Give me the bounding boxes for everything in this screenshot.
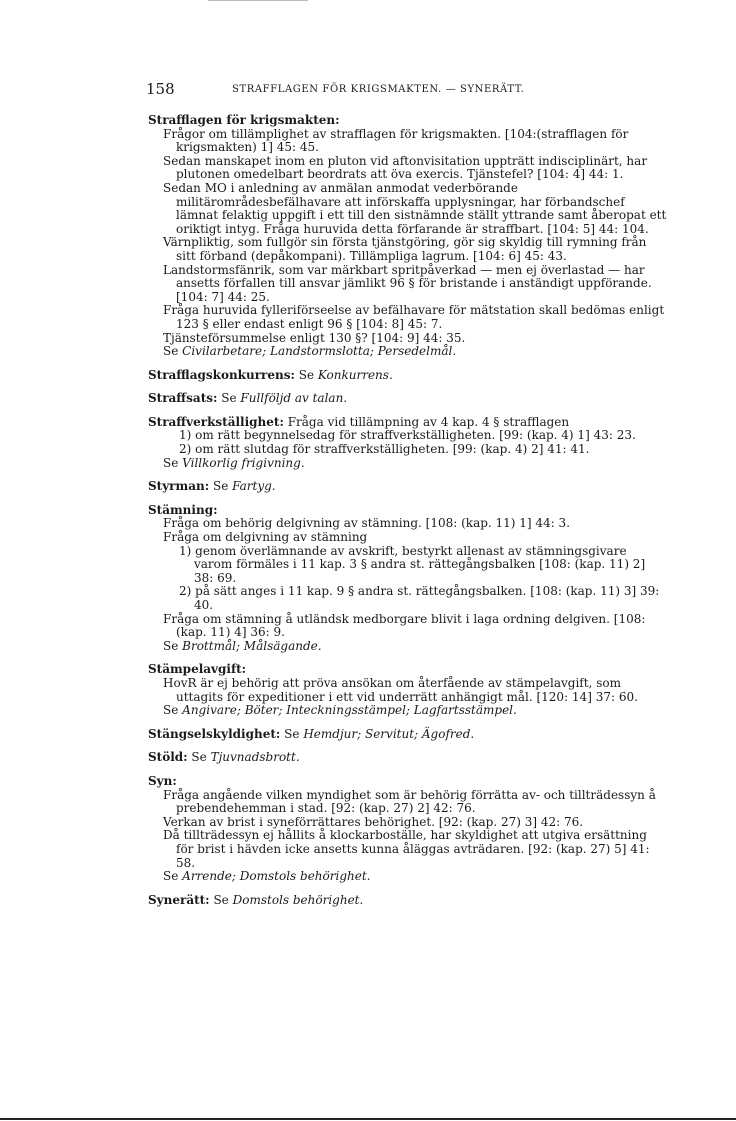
entry-line: Då tillträdessyn ej hållits å klockarboställe, har skyldighet att utgiva ersättning för brist i hävden icke ansetts kunna åläggas avträdaren. [92: (kap. 27) 5] 41: 58. (163, 828, 650, 870)
see-prefix: Se (163, 703, 179, 718)
index-entry-styrman (148, 480, 668, 494)
index-entry-stamning (148, 504, 668, 654)
see-reference (148, 345, 668, 359)
entry-headword: Stämpelavgift: (148, 662, 247, 677)
see-prefix: Se (163, 638, 179, 653)
entry-line: Fråga angående vilken myndighet som är behörig förrätta av- och tillträdessyn å prebendehemman i stad. [92: (kap. 27) 2] 42: 76. (163, 787, 656, 816)
index-entry-strafflagskonkurrens (148, 369, 668, 383)
entry-line: Värnpliktig, som fullgör sin första tjänstgöring, gör sig skyldig till rymning från sitt förband (depåkompani). Tillämpliga lagrum. [104: 6] 45: 43. (163, 235, 647, 263)
entry-subitem: 2) på sätt anges i 11 kap. 9 § andra st. rättegångsbalken. [108: (kap. 11) 3] 39: 40. (179, 584, 660, 612)
running-head: STRAFFLAGEN FÖR KRIGSMAKTEN. — SYNERÄTT. (232, 84, 525, 95)
index-entry-stold (148, 751, 668, 765)
index-content (148, 114, 668, 917)
see-target: Konkurrens. (317, 367, 393, 382)
index-entry-straffsats (148, 392, 668, 406)
entry-headword: Styrman: (148, 479, 210, 494)
see-reference (148, 704, 668, 718)
entry-headword: Strafflagskonkurrens: (148, 367, 295, 382)
entry-subitem: 1) om rätt begynnelsedag för straffverkställigheten. [99: (kap. 4) 1] 43: 23. (179, 428, 636, 443)
see-target: Hemdjur; Servitut; Ägofred. (303, 726, 475, 741)
see-prefix: Se (221, 391, 237, 406)
index-entry-syn (148, 775, 668, 884)
see-target: Civilarbetare; Landstormslotta; Persedelmål. (182, 344, 457, 359)
see-prefix: Se (163, 344, 179, 359)
entry-line: Verkan av brist i syneförrättares behörighet. [92: (kap. 27) 3] 42: 76. (163, 814, 584, 829)
see-prefix: Se (284, 726, 300, 741)
index-entry-stampelavgift (148, 663, 668, 717)
see-prefix: Se (213, 892, 229, 907)
entry-subitem: 2) om rätt slutdag för straffverkställigheten. [99: (kap. 4) 2] 41: 41. (179, 442, 590, 457)
bottom-rule (0, 1118, 736, 1120)
see-prefix: Se (191, 750, 207, 765)
entry-headword: Stämning: (148, 502, 218, 517)
index-entry-strafflagen (148, 114, 668, 359)
index-entry-synerratt (148, 894, 668, 908)
see-target: Domstols behörighet. (232, 892, 364, 907)
see-prefix: Se (298, 367, 315, 382)
see-target: Arrende; Domstols behörighet. (182, 869, 371, 884)
see-prefix: Se (163, 869, 179, 884)
entry-line: Fråga om stämning å utländsk medborgare blivit i laga ordning delgiven. [108: (kap. 11) 4] 36: 9. (163, 611, 646, 640)
entry-headword: Stängselskyldighet: (148, 726, 281, 741)
see-prefix: Se (212, 479, 229, 494)
entry-headword: Synerätt: (148, 892, 210, 907)
entry-subitem: 1) genom överlämnande av avskrift, bestyrkt allenast av stämningsgivare varom förmäles i 11 kap. 3 § andra st. rättegångsbalken [108: (kap. 11) 2] 38: 69. (179, 543, 646, 585)
entry-line: Sedan manskapet inom en pluton vid aftonvisitation uppträtt indisciplinärt, har plutonen omedelbart beordrats att öva exercis. Tjänstefel? [104: 4] 44: 1. (163, 153, 648, 182)
entry-intro: Fråga vid tillämpning av 4 kap. 4 § strafflagen (287, 414, 570, 429)
entry-headword: Stöld: (148, 750, 188, 765)
entry-line: Sedan MO i anledning av anmälan anmodat vederbörande militärområdesbefälhavare att införskaffa upplysningar, har förbandschef lämnat felaktig uppgift i ett till den sistnämnde ställt yttrande samt åberopat ett oriktigt intyg. Fråga huruvida detta förfarande är straffbart. [104: 5] 44: 104. (163, 180, 667, 236)
entry-headword: Syn: (148, 773, 177, 788)
entry-line: Fråga om behörig delgivning av stämning. [108: (kap. 11) 1] 44: 3. (163, 516, 571, 531)
see-target: Fartyg. (232, 479, 276, 494)
see-reference (148, 870, 668, 884)
entry-headword: Straffverkställighet: (148, 414, 284, 429)
page-number: 158 (146, 80, 175, 98)
entry-line: Tjänsteförsummelse enligt 130 §? [104: 9] 44: 35. (163, 330, 466, 345)
entry-line: Fråga om delgivning av stämning (163, 530, 368, 545)
see-target: Angivare; Böter; Inteckningsstämpel; Lagfartsstämpel. (182, 703, 517, 718)
entry-line: Landstormsfänrik, som var märkbart spritpåverkad — men ej överlastad — har ansetts förfallen till ansvar jämlikt 96 § för bristande i anständigt uppförande. [104: 7] 44: 25. (163, 262, 652, 304)
entry-line: Frågor om tillämplighet av strafflagen för krigsmakten. [104:(strafflagen för krigsmakten) 1] 45: 45. (163, 126, 629, 155)
see-reference (148, 457, 668, 471)
see-target: Brottmål; Målsägande. (182, 638, 322, 653)
see-reference (148, 640, 668, 654)
entry-headword: Straffsats: (148, 391, 218, 406)
see-target: Tjuvnadsbrott. (210, 750, 300, 765)
index-entry-straffverkstallighet (148, 416, 668, 470)
entry-headword: Strafflagen för krigsmakten: (148, 113, 340, 127)
index-entry-stangselskyldighet (148, 728, 668, 742)
see-target: Villkorlig frigivning. (182, 455, 305, 470)
see-prefix: Se (163, 455, 179, 470)
entry-line: HovR är ej behörig att pröva ansökan om återfående av stämpelavgift, som uttagits för expeditioner i ett vid underrätt anhängigt mål. [120: 14] 37: 60. (163, 675, 638, 704)
top-rule (208, 0, 308, 1)
see-target: Fullföljd av talan. (240, 391, 348, 406)
entry-line: Fråga huruvida fylleriförseelse av befälhavare för mätstation skall bedömas enligt 123 § eller endast enligt 96 § [104: 8] 45: 7. (163, 303, 665, 331)
